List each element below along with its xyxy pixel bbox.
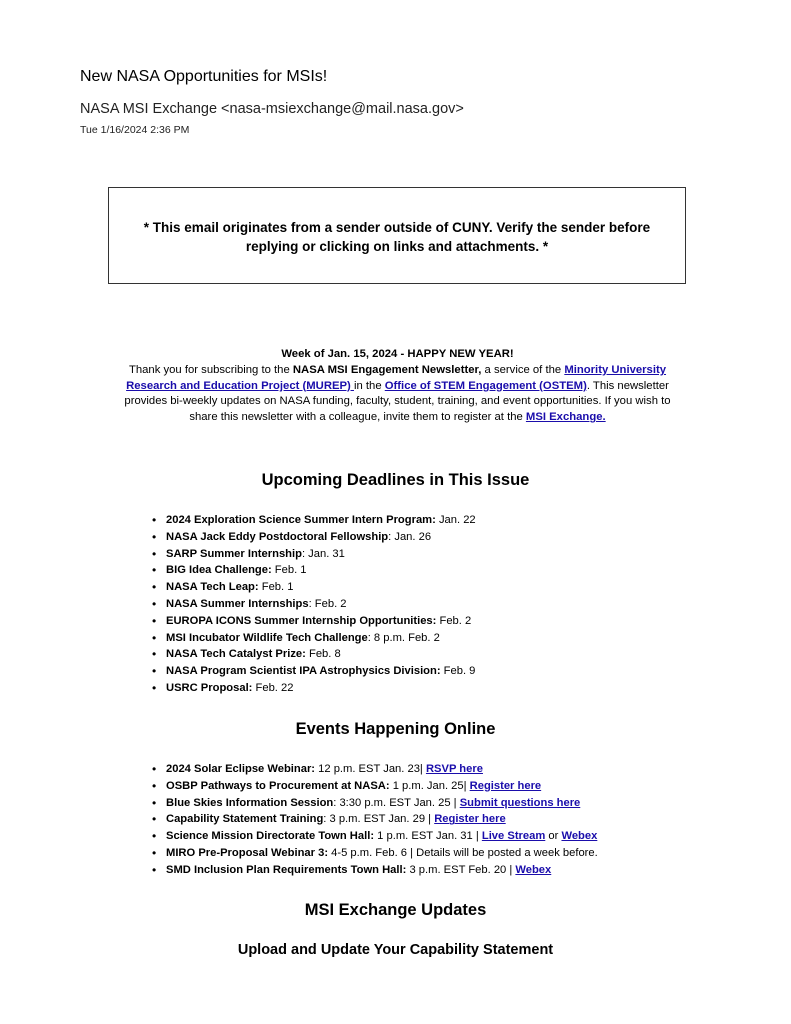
capability-statement-heading: Upload and Update Your Capability Statement — [237, 942, 554, 958]
deadline-name: USRC Proposal: — [166, 681, 253, 694]
event-item — [152, 811, 598, 828]
deadline-item — [152, 680, 476, 697]
event-link[interactable]: Live Stream — [481, 830, 546, 843]
deadline-name: 2024 Exploration Science Summer Intern Program: — [166, 514, 436, 526]
deadline-name: SARP Summer Internship — [166, 547, 302, 560]
warning-text: * This email originates from a sender outside of CUNY. Verify the sender before replying or clicking on links and attachments. * — [143, 220, 651, 254]
deadline-date: : 8 p.m. Feb. 2 — [367, 631, 440, 644]
updates-heading: MSI Exchange Updates — [304, 901, 487, 919]
ostem-link[interactable]: Office of STEM Engagement (OSTEM) — [384, 379, 587, 392]
intro-text-2: a service of the — [481, 363, 565, 376]
external-sender-warning — [108, 187, 686, 284]
deadline-name: BIG Idea Challenge: — [166, 564, 272, 577]
event-detail: 3 p.m. EST Feb. 20 | — [406, 863, 516, 876]
newsletter-name: NASA MSI Engagement Newsletter, — [292, 363, 482, 376]
event-item — [152, 761, 598, 778]
deadline-date: : Jan. 26 — [388, 530, 432, 543]
email-datetime: Tue 1/16/2024 2:36 PM — [80, 124, 190, 136]
deadline-date: Feb. 8 — [305, 648, 341, 661]
event-detail: 12 p.m. EST Jan. 23| — [315, 763, 426, 775]
event-link[interactable]: Submit questions here — [459, 796, 581, 809]
event-name: 2024 Solar Eclipse Webinar: — [166, 763, 316, 775]
event-detail: : 3 p.m. EST Jan. 29 | — [323, 813, 435, 826]
intro-text-3: in the — [353, 379, 385, 392]
deadline-date: Jan. 22 — [435, 514, 476, 526]
deadline-date: Feb. 22 — [252, 681, 294, 694]
deadline-name: EUROPA ICONS Summer Internship Opportunities: — [166, 614, 437, 627]
deadline-item — [152, 512, 476, 529]
intro-text-4: . This newsletter provides bi-weekly updates on NASA funding, faculty, student, training, and event opportunities. If you wish to share this newsletter with a colleague, invite them to register at the — [124, 379, 671, 424]
event-item — [152, 845, 598, 862]
murep-link[interactable]: Minority University Research and Education Project (MUREP) — [126, 363, 667, 392]
deadline-item — [152, 579, 476, 596]
intro-text-1: Thank you for subscribing to the — [128, 363, 293, 376]
deadline-item — [152, 596, 476, 613]
event-detail: 4-5 p.m. Feb. 6 | Details will be posted a week before. — [328, 846, 598, 859]
deadline-item — [152, 646, 476, 663]
deadline-item — [152, 630, 476, 647]
event-item — [152, 795, 598, 812]
deadline-date: : Feb. 2 — [308, 597, 347, 610]
deadline-name: MSI Incubator Wildlife Tech Challenge — [166, 631, 368, 644]
event-detail: 1 p.m. EST Jan. 31 | — [374, 830, 482, 843]
event-item — [152, 828, 598, 845]
deadline-item — [152, 562, 476, 579]
deadline-name: NASA Jack Eddy Postdoctoral Fellowship — [166, 530, 389, 543]
deadline-name: NASA Tech Leap: — [166, 581, 259, 594]
deadline-date: Feb. 9 — [440, 665, 476, 678]
events-list — [152, 761, 598, 879]
event-item — [152, 778, 598, 795]
deadlines-heading: Upcoming Deadlines in This Issue — [261, 471, 530, 489]
event-link[interactable]: Register here — [434, 813, 506, 826]
event-detail: 1 p.m. Jan. 25| — [389, 779, 470, 792]
deadline-item — [152, 546, 476, 563]
deadline-name: NASA Tech Catalyst Prize: — [166, 648, 306, 661]
event-name: MIRO Pre-Proposal Webinar 3: — [166, 846, 329, 859]
event-link-secondary[interactable]: Webex — [561, 830, 598, 843]
deadline-name: NASA Summer Internships — [166, 597, 309, 610]
event-link-separator: or — [545, 830, 562, 843]
event-link[interactable]: Webex — [515, 863, 552, 876]
deadline-item — [152, 613, 476, 630]
newsletter-intro — [120, 347, 675, 426]
event-name: Science Mission Directorate Town Hall: — [166, 830, 375, 843]
deadlines-list — [152, 512, 476, 697]
event-link[interactable]: RSVP here — [425, 763, 483, 775]
event-item — [152, 862, 598, 879]
deadline-date: Feb. 1 — [271, 564, 307, 577]
event-name: SMD Inclusion Plan Requirements Town Hall: — [166, 863, 407, 876]
deadline-item — [152, 529, 476, 546]
email-subject: New NASA Opportunities for MSIs! — [80, 68, 328, 85]
event-name: Blue Skies Information Session — [166, 796, 334, 809]
event-name: Capability Statement Training — [166, 813, 324, 826]
week-heading: Week of Jan. 15, 2024 - HAPPY NEW YEAR! — [281, 348, 514, 360]
deadline-name: NASA Program Scientist IPA Astrophysics Division: — [166, 665, 441, 678]
deadline-item — [152, 663, 476, 680]
deadline-date: Feb. 1 — [258, 581, 294, 594]
event-link[interactable]: Register here — [469, 779, 542, 792]
email-sender: NASA MSI Exchange <nasa-msiexchange@mail.nasa.gov> — [80, 101, 464, 117]
events-heading: Events Happening Online — [295, 720, 496, 738]
deadline-date: Feb. 2 — [436, 614, 472, 627]
event-name: OSBP Pathways to Procurement at NASA: — [166, 779, 390, 792]
event-detail: : 3:30 p.m. EST Jan. 25 | — [333, 796, 460, 809]
deadline-date: : Jan. 31 — [301, 547, 345, 560]
msi-exchange-link[interactable]: MSI Exchange. — [525, 411, 606, 424]
